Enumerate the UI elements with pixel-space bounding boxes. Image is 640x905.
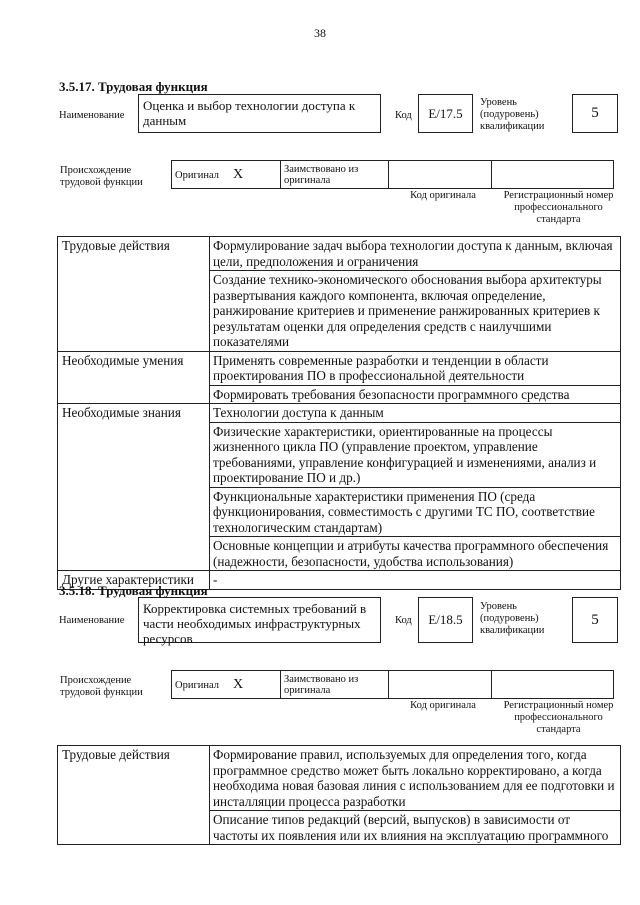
table-cell: Применять современные разработки и тенденции в области проектирования ПО в профессиональной деятельности: [210, 351, 621, 385]
section-heading: 3.5.18. Трудовая функция: [59, 583, 208, 598]
table-cell: Функциональные характеристики применения ПО (среда функционирования, совместимость с другими ТС ПО, соответствие технологическим стандартам): [210, 487, 621, 537]
origin-table: [171, 670, 614, 699]
code-field: E/17.5: [418, 94, 473, 133]
table-cell: Создание технико-экономического обоснования выбора архитектуры развертывания каждого компонента, включая определение, ранжирование критериев и применение ранжированных критериев к результатам оценки для определения средств с наилучшими показателями: [210, 271, 621, 352]
table-cell: Описание типов редакций (версий, выпусков) в зависимости от частоты их появления или их влияния на эксплуатацию программного: [210, 811, 621, 845]
row-label: Необходимые умения: [58, 351, 210, 404]
row-label: Трудовые действия: [58, 746, 210, 845]
code-field: E/18.5: [418, 597, 473, 643]
table-cell: Технологии доступа к данным: [210, 404, 621, 423]
function-name-field: Оценка и выбор технологии доступа к данным: [138, 94, 381, 133]
code-original-caption: Код оригинала: [410, 190, 476, 201]
function-table: [57, 236, 621, 590]
code-label: Код: [395, 615, 412, 626]
original-mark: X: [233, 676, 244, 692]
level-field: 5: [572, 94, 618, 133]
table-cell: Формирование правил, используемых для определения того, когда программное средство может быть локально корректировано, а когда необходима новая базовая линия с использованием для ее подготовки и инсталляции процесса разработки: [210, 746, 621, 811]
borrowed-cell: [281, 671, 389, 699]
table-cell: Формулирование задач выбора технологии доступа к данным, включая цели, предположения и ограничения: [210, 237, 621, 271]
original-mark: X: [233, 166, 244, 182]
borrowed-label: Заимствовано из оригинала: [284, 673, 359, 696]
name-label: Наименование: [59, 615, 125, 626]
table-row: [58, 746, 621, 811]
reg-number-cell: [492, 161, 614, 189]
table-cell: Формировать требования безопасности программного средства: [210, 385, 621, 404]
function-name-field: Корректировка системных требований в части необходимых инфраструктурных ресурсов: [138, 597, 381, 643]
original-cell: [172, 161, 281, 189]
code-label: Код: [395, 110, 412, 121]
code-original-cell: [389, 161, 492, 189]
function-table: [57, 745, 621, 845]
table-cell: Основные концепции и атрибуты качества программного обеспечения (надежности, безопасности, удобства использования): [210, 537, 621, 571]
level-label: Уровень (подуровень) квалификации: [480, 97, 545, 132]
original-label: Оригинал: [175, 169, 219, 181]
table-row: [58, 404, 621, 423]
name-label: Наименование: [59, 110, 125, 121]
row-label: Необходимые знания: [58, 404, 210, 571]
table-cell: Физические характеристики, ориентированные на процессы жизненного цикла ПО (управление проектом, управление требованиями, управление конфигурацией и изменениями, анализ и проектирование ПО и др.): [210, 422, 621, 487]
reg-number-caption: Регистрационный номер профессионального стандарта: [503, 190, 614, 225]
code-original-caption: Код оригинала: [410, 700, 476, 711]
origin-label: Происхождение трудовой функции: [60, 675, 143, 698]
origin-label: Происхождение трудовой функции: [60, 165, 143, 188]
section-heading: 3.5.17. Трудовая функция: [59, 79, 208, 94]
code-original-cell: [389, 671, 492, 699]
page-number: 38: [314, 26, 326, 40]
borrowed-label: Заимствовано из оригинала: [284, 163, 359, 186]
reg-number-cell: [492, 671, 614, 699]
row-label: Трудовые действия: [58, 237, 210, 352]
reg-number-caption: Регистрационный номер профессионального стандарта: [503, 700, 614, 735]
level-label: Уровень (подуровень) квалификации: [480, 601, 545, 636]
level-field: 5: [572, 597, 618, 643]
origin-table: [171, 160, 614, 189]
table-cell: -: [210, 571, 621, 590]
row-label: Другие характеристики: [58, 571, 210, 590]
function-table-clip: [57, 745, 623, 905]
table-row: [58, 351, 621, 385]
table-row: [58, 237, 621, 271]
borrowed-cell: [281, 161, 389, 189]
original-label: Оригинал: [175, 679, 219, 691]
original-cell: [172, 671, 281, 699]
